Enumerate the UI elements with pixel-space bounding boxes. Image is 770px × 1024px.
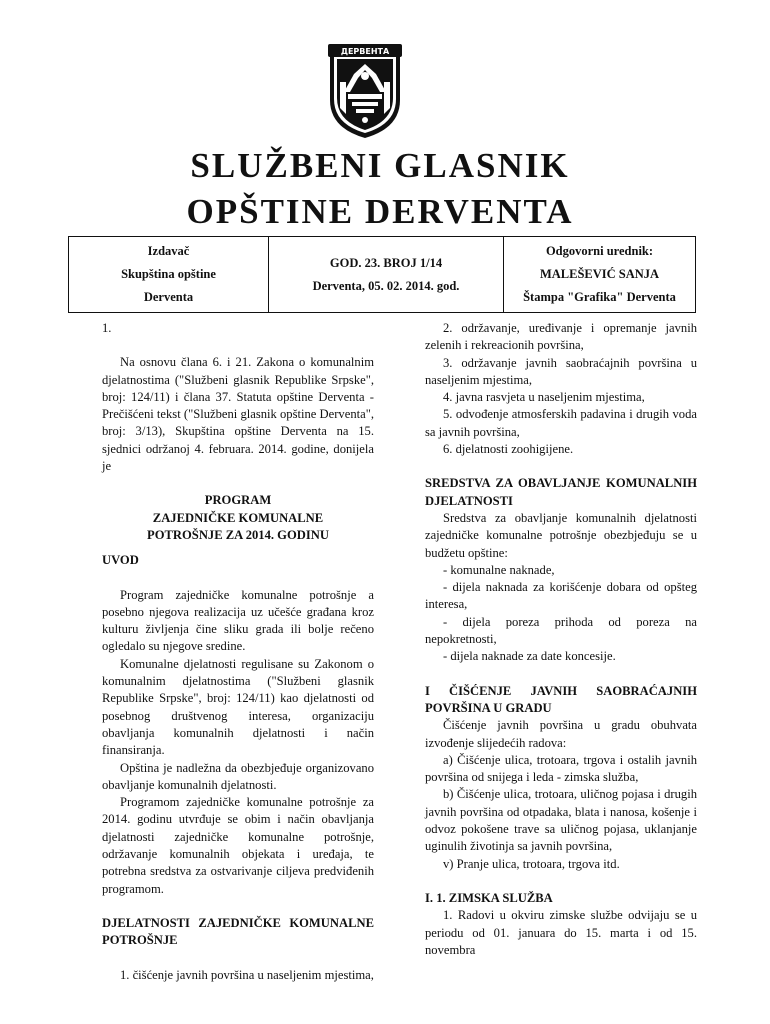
printer-name: Štampa "Grafika" Derventa: [523, 290, 676, 304]
program-title-1: PROGRAM: [204, 493, 272, 508]
djelatnost-item-3: 3. održavanje javnih saobraćajnih površina u naseljenim mjestima,: [425, 355, 697, 387]
intro-paragraph: Na osnovu člana 6. i 21. Zakona o komunalnim djelatnostima ("Službeni glasnik Republike Srpske", broj: 124/11) i člana 37. Statuta opštine Derventa - Prečišćeni tekst ("Službeni glasnik opštine Derventa", broj: 3/13), Skupština opštine Derventa na 15. sjednici održanoj 4. februara. 2014. godine, donijela je: [102, 355, 374, 474]
djelatnost-item-4: 4. javna rasvjeta u naseljenim mjestima,: [443, 390, 645, 405]
sredstva-list-item: - dijela naknade za date koncesije.: [443, 649, 616, 664]
sredstva-list-item: - komunalne naknade,: [443, 562, 555, 577]
ciscenje-item-b: b) Čišćenje ulica, trotoara, uličnog pojasa i drugih javnih površina od otpadaka, blata i nanosa, košenje i odvoz pokošene trave sa uličnog pojasa, uklanjanje uginulih životinja sa javnih površina,: [425, 787, 697, 854]
ciscenje-item-v: v) Pranje ulica, trotoara, trgova itd.: [443, 856, 620, 871]
issue-cell: [269, 237, 504, 312]
municipality-coat-of-arms: [326, 42, 404, 140]
gazette-title-line-1: SLUŽBENI GLASNIK: [190, 146, 570, 185]
program-title-3: POTROŠNJE ZA 2014. GODINU: [147, 527, 329, 542]
uvod-paragraph-4: Programom zajedničke komunalne potrošnje za 2014. godinu utvrđuje se obim i način obavljanja djelatnosti zajedničke komunalne potrošnje, održavanje komunalnih objekata i uređaja, te potrebna sredstva za ostvarivanje ciljeva predviđenih programom.: [102, 795, 374, 896]
uvod-paragraph-2: Komunalne djelatnosti regulisane su Zakonom o komunalnim djelatnostima ("Službeni glasnik Republike Srpske", broj: 124/11) kao djelatnosti od posebnog društvenog interesa, organizaciju obavljanja komunalnih djelatnosti i način finansiranja.: [102, 656, 374, 758]
zimska-paragraph: 1. Radovi u okviru zimske službe odvijaju se u periodu od 01. januara do 15. marta i od 15. novembra: [425, 908, 697, 957]
program-title-2: ZAJEDNIČKE KOMUNALNE: [152, 510, 324, 525]
sredstva-list-item: - dijela poreza prihoda od poreza na nepokretnosti,: [425, 614, 697, 647]
left-column: [102, 320, 374, 984]
issue-date: Derventa, 05. 02. 2014. god.: [312, 278, 460, 293]
djelatnost-item-6: 6. djelatnosti zoohigijene.: [443, 442, 574, 457]
djelatnost-item-2: 2. održavanje, uređivanje i opremanje javnih zelenih i rekreacionih površina,: [425, 321, 697, 353]
issue-number: GOD. 23. BROJ 1/14: [329, 255, 443, 270]
ciscenje-heading: I ČIŠĆENJE JAVNIH SAOBRAĆAJNIH POVRŠINA U GRADU: [425, 683, 697, 715]
masthead-box: [68, 236, 696, 313]
uvod-heading: UVOD: [102, 553, 139, 568]
uvod-paragraph-3: Opština je nadležna da obezbjeđuje organizovano obavljanje komunalnih djelatnosti.: [102, 760, 374, 792]
ciscenje-item-a: a) Čišćenje ulica, trotoara, trgova i ostalih javnih površina od snijega i leda - zimska služba,: [425, 752, 697, 785]
editor-label: Odgovorni urednik:: [545, 244, 654, 258]
publisher-cell: [69, 237, 269, 312]
publisher-place: Derventa: [143, 290, 194, 304]
sredstva-paragraph: Sredstva za obavljanje komunalnih djelatnosti zajedničke komunalne potrošnje obezbjeđuju se u budžetu opštine:: [425, 510, 697, 560]
publisher-name: Skupština opštine: [121, 267, 216, 281]
djelatnosti-heading: DJELATNOSTI ZAJEDNIČKE KOMUNALNE POTROŠNJE: [102, 915, 374, 948]
sredstva-heading: SREDSTVA ZA OBAVLJANJE KOMUNALNIH DJELATNOSTI: [425, 476, 697, 508]
ciscenje-paragraph: Čišćenje javnih površina u gradu obuhvata izvođenje slijedećih radova:: [425, 718, 697, 750]
editor-cell: [504, 237, 695, 312]
crest-banner-text: ДЕРВЕНТА: [340, 47, 390, 56]
zimska-heading: I. 1. ZIMSKA SLUŽBA: [425, 890, 553, 905]
gazette-title-line-2: OPŠTINE DERVENTA: [186, 192, 574, 231]
act-number: 1.: [102, 321, 112, 335]
djelatnost-item-1: 1. čišćenje javnih površina u naseljenim mjestima,: [120, 967, 374, 982]
djelatnost-item-5: 5. odvođenje atmosferskih padavina i drugih voda sa javnih površina,: [425, 407, 697, 439]
publisher-label: Izdavač: [147, 244, 190, 258]
editor-name: MALEŠEVIĆ SANJA: [539, 267, 660, 281]
right-column: [425, 320, 697, 959]
sredstva-list-item: - dijela naknada za korišćenje dobara od opšteg interesa,: [425, 580, 697, 612]
uvod-paragraph-1: Program zajedničke komunalne potrošnje a posebno njegova realizacija uz učešće građana kroz kulturu življenja čine sliku grada ili bolje rečeno ogledalo su njegove sredine.: [102, 587, 374, 654]
